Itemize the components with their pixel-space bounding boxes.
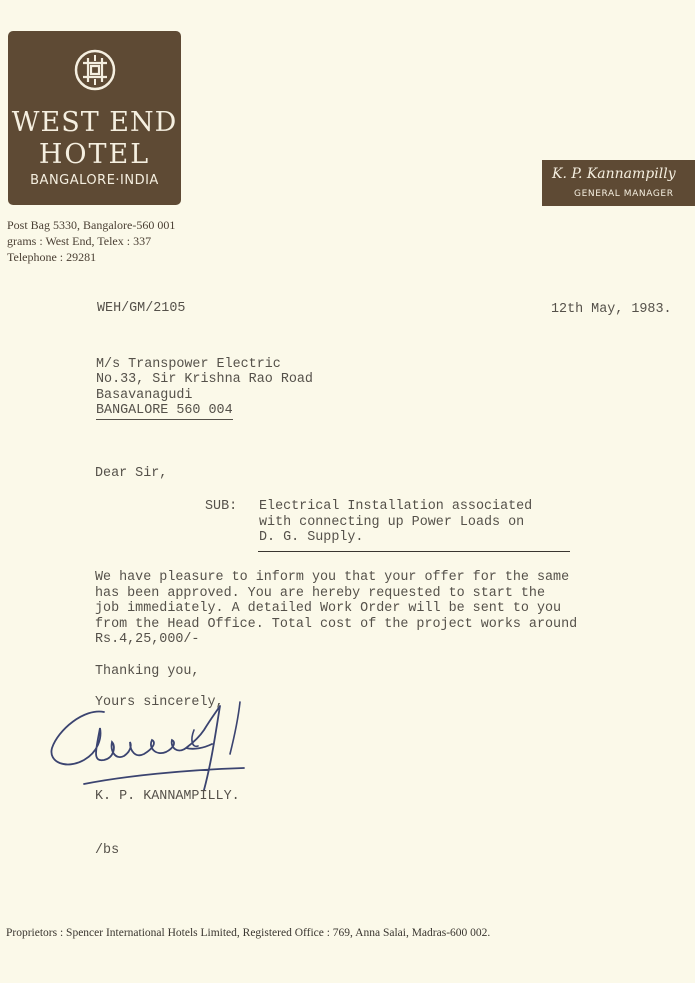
logo-line-hotel: HOTEL [38,139,151,170]
recipient-line: BANGALORE 560 004 [96,403,233,418]
grams-telex-line: grams : West End, Telex : 337 [7,234,152,248]
telephone-line: Telephone : 29281 [7,250,97,264]
hotel-logo [8,31,181,205]
recipient-line: M/s Transpower Electric [96,357,281,372]
body-line: job immediately. A detailed Work Order will be sent to you [95,601,562,616]
subject-line: with connecting up Power Loads on [259,515,525,530]
hotel-emblem-icon [74,49,116,91]
closing-line: Yours sincerely, [95,695,224,710]
subject-label: SUB: [205,499,238,514]
body-line: We have pleasure to inform you that your offer for the same [95,570,570,585]
body-line: has been approved. You are hereby requested to start the [95,586,545,601]
gm-name: K. P. Kannampilly [552,166,676,182]
registered-office-footer: Proprietors : Spencer International Hotels Limited, Registered Office : 769, Anna Salai, Madras-600 002. [6,927,491,939]
subject-underline [258,551,570,552]
letter-date: 12th May, 1983. [551,302,672,317]
body-line: from the Head Office. Total cost of the project works around [95,617,578,632]
recipient-line: Basavanagudi [96,388,193,403]
gm-title: GENERAL MANAGER [574,189,674,199]
typist-initials: /bs [95,843,120,858]
salutation: Dear Sir, [95,466,168,481]
logo-line-west-end: WEST END [11,107,178,138]
address-line: Post Bag 5330, Bangalore-560 001 [7,218,176,232]
subject-line: D. G. Supply. [259,530,364,545]
thanks-line: Thanking you, [95,664,200,679]
subject-line: Electrical Installation associated [259,499,533,514]
gm-badge [542,160,695,206]
signatory-name: K. P. KANNAMPILLY. [95,789,240,804]
reference-number: WEH/GM/2105 [97,301,186,316]
recipient-line: No.33, Sir Krishna Rao Road [96,372,313,387]
logo-line-location: BANGALORE·INDIA [30,173,159,188]
body-line: Rs.4,25,000/- [95,632,200,647]
